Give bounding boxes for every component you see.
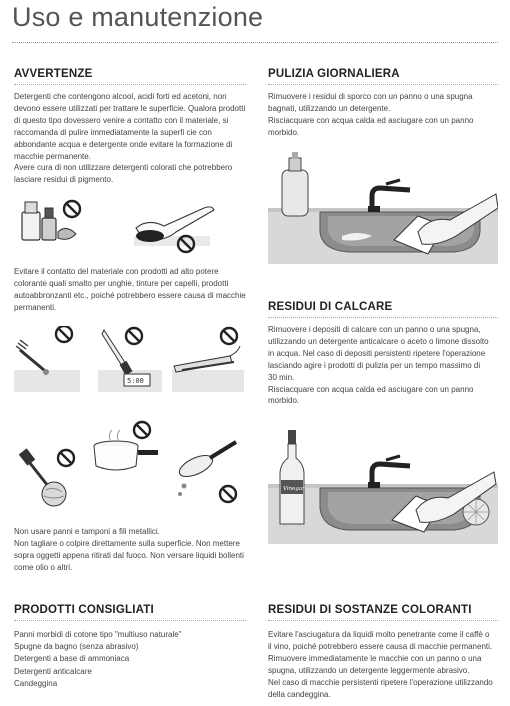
pulizia-divider: [268, 84, 498, 85]
prodotti-divider: [14, 620, 246, 621]
knife-icon: [102, 330, 132, 375]
daily-cleaning-illustration: [268, 150, 498, 266]
avvertenze-contact-text: Evitare il contatto del materiale con prodotti ad alto potere colorante quali smalto per unghie, tinture per capelli, prodotti autoabbronzanti etc., poiché potrebbero essere causa di macchie permanenti.: [14, 267, 246, 312]
pulizia-heading: PULIZIA GIORNALIERA: [268, 68, 400, 80]
list-item: Detergenti anticalcare: [14, 666, 92, 676]
nail-polish-bottles-icon: [22, 202, 76, 240]
list-item: Detergenti a base di ammoniaca: [14, 654, 130, 664]
avvertenze-heading: AVVERTENZE: [14, 68, 93, 80]
vinegar-bottle-icon: [280, 430, 305, 524]
svg-text:5:00: 5:00: [127, 377, 144, 385]
svg-text:Vinegar: Vinegar: [283, 486, 305, 492]
calcare-text: Rimuovere i depositi di calcare con un panno o una spugna, utilizzando un detergente anticalcare o aceto o limone dissolto in acqua. Nel caso di depositi persistenti ripetere l'operazione lasciando agire i prodotti di pulizia per un tempo massimo di 30 min. Risciacquare con acqua calda ed asciugare con un panno morbido.: [268, 325, 489, 406]
frying-pan-oil-icon: [176, 442, 236, 496]
coloranti-heading: RESIDUI DI SOSTANZE COLORANTI: [268, 604, 472, 616]
prodotti-heading: PRODOTTI CONSIGLIATI: [14, 604, 154, 616]
faucet-icon: [368, 456, 410, 488]
title-divider: [12, 42, 498, 43]
coloranti-divider: [268, 620, 498, 621]
no-metal-pads-hot-objects-illustration: [14, 420, 250, 512]
page-title: Uso e manutenzione: [12, 2, 264, 32]
avvertenze-tools-text: Non usare panni e tamponi a fili metallici. Non tagliare o colpire direttamente sulla superficie. Non mettere sopra oggetti appena ritirati dal fuoco. Non versare liquidi bollenti come olio o altri.: [14, 527, 244, 572]
coloranti-text: Evitare l'asciugatura da liquidi molto penetrante come il caffè o il vino, poiché potrebbero essere causa di macchie permanenti. Rimuovere immediatamente le macchie con un panno o una spugna, utilizzando un detergente leggermente abrasivo. Nel caso di macchie persistenti ripetere l'operazione utilizzando della candeggina.: [268, 630, 493, 699]
hand-on-surface-icon: [134, 207, 214, 246]
no-cosmetics-illustration: [14, 196, 250, 258]
timer-icon: [124, 374, 150, 386]
avvertenze-intro-text: Detergenti che contengono alcool, acidi forti ed acetoni, non devono essere utilizzati per trattare le superficie. Qualora prodotti di questo tipo dovessero venire a contatto con il materiale, si raccomanda di pulire immediatamente la superfi cie con abbondante acqua e detergente onde evitare la formazione di macchie permanente. Avere cura di non utilizzare detergenti colorati che potrebbero lasciare residui di pigmento.: [14, 92, 246, 185]
faucet-icon: [368, 180, 410, 212]
list-item: Candeggina: [14, 678, 58, 688]
limescale-cleaning-illustration: [268, 428, 498, 546]
hair-straightener-icon: [174, 346, 240, 372]
calcare-divider: [268, 317, 498, 318]
avvertenze-divider: [14, 84, 246, 85]
calcare-heading: RESIDUI DI CALCARE: [268, 301, 393, 313]
pulizia-text: Rimuovere i residui di sporco con un panno o una spugna bagnati, utilizzando un detergente. Risciacquare con acqua calda ed asciugare con un panno morbido.: [268, 92, 474, 137]
prodotti-list: [14, 629, 246, 690]
fork-icon: [16, 340, 49, 375]
detergent-bottle-icon: [282, 152, 308, 216]
list-item: Panni morbidi di cotone tipo "multiuso naturale": [14, 630, 182, 639]
list-item: Spugne da bagno (senza abrasivo): [14, 642, 139, 652]
no-sharp-or-hot-tools-illustration: [14, 326, 250, 398]
